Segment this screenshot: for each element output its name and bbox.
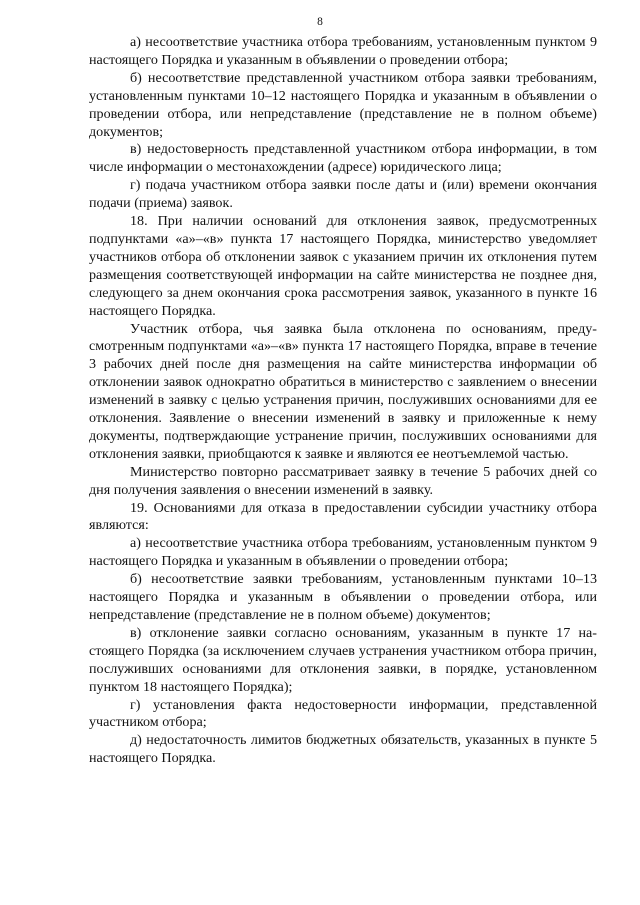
paragraph-19: 19. Основаниями для отказа в предоставлении субсидии участнику отбора являются: — [89, 499, 597, 534]
paragraph-17-g: г) подача участником отбора заявки после даты и (или) времени окончания подачи (приема) заявок. — [89, 177, 597, 212]
document-body — [89, 34, 597, 768]
paragraph-18: 18. При наличии оснований для отклонения заявок, предусмотренных подпунктами «а»–«в» пункта 17 настоящего Порядка, министерство уведомляет участников отбора об отклонении заявок с указанием причин их отклонения путем размещения соответствующей информации на сайте министерства не позднее дня, следующего за днем окончания срока рассмотрения заявок, указанного в пункте 16 настоящего Порядка. — [89, 213, 597, 319]
paragraph-19-g: г) установления факта недостоверности информации, представленной участником отбора; — [89, 696, 597, 731]
paragraph-19-d: д) недостаточность лимитов бюджетных обязательств, указанных в пункте 5 настоящего Порядка. — [89, 732, 597, 767]
paragraph-18-review: Министерство повторно рассматривает заявку в течение 5 рабочих дней со дня получения заявления о внесении изменений в заявку. — [89, 463, 597, 498]
paragraph-17-v: в) недостоверность представленной участником отбора информации, в том числе информации о местонахождении (адресе) юридического лица; — [89, 141, 597, 176]
paragraph-19-a: а) несоответствие участника отбора требованиям, установленным пунктом 9 настоящего Порядка и указанным в объявлении о проведении отбора; — [89, 535, 597, 570]
paragraph-19-b: б) несоответствие заявки требованиям, установленным пунктами 10–13 настоящего Порядка и указанным в объявлении о проведении отбора, или непредставление (представление не в полном объеме) документов; — [89, 571, 597, 623]
paragraph-17-a: а) несоответствие участника отбора требованиям, установленным пунктом 9 настоящего Порядка и указанным в объявлении о проведении отбора; — [89, 34, 597, 68]
paragraph-17-b: б) несоответствие представленной участником отбора заявки требованиям, установленным пунктами 10–12 настоящего Порядка и указанным в объявлении о проведении отбора, или непредставление (представление не в полном объеме) документов; — [89, 69, 597, 140]
page-number: 8 — [317, 16, 323, 28]
paragraph-19-v: в) отклонение заявки согласно основаниям, указанным в пункте 17 настоящего Порядка (за исключением случаев устранения участником отбора причин, послуживших основаниями для отклонения заявки, в порядке, установленном пунктом 18 настоящего Порядка); — [89, 624, 597, 695]
paragraph-18-applicant: Участник отбора, чья заявка была отклонена по основаниям, предусмотренным подпунктами «а»–«в» пункта 17 настоящего Порядка, вправе в течение 3 рабочих дней после дня размещения на сайте министерства информации об отклонении заявок однократно обратиться в министерство с заявлением о внесении изменений в заявку с целью устранения причин, послуживших основаниями для ее отклонения. Заявление о внесении изменений в заявку и приложенные к нему документы, подтверждающие устранение причин, послуживших основаниями для отклонения заявки, приобщаются к заявке и являются ее неотъемлемой частью. — [89, 320, 597, 462]
